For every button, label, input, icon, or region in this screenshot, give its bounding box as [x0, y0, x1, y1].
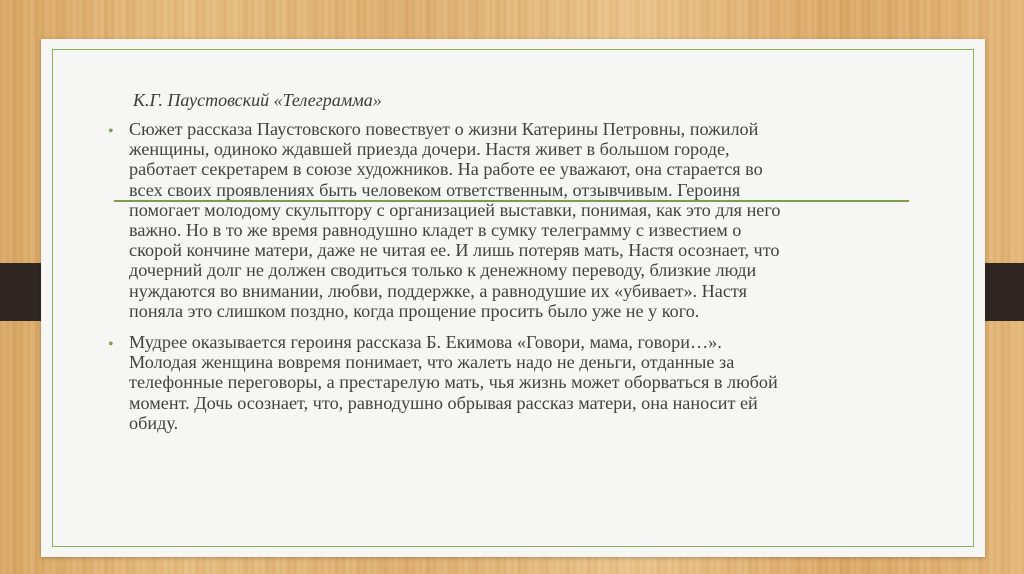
bullet-icon: •: [108, 123, 114, 140]
text-line: важно. Но в то же время равнодушно кладет в сумку телеграмму с известием о: [129, 220, 742, 241]
text-line: поняла это слишком поздно, когда прощение просить было уже не у кого.: [129, 300, 700, 321]
text-line: помогает молодому скульптору с организацией выставки, понимая, как это для него: [129, 199, 781, 220]
text-line: всех своих проявлениях быть человеком ответственным, отзывчивым. Героиня: [129, 179, 741, 200]
paragraph-2: [129, 332, 919, 433]
text-line: работает секретарем в союзе художников. На работе ее уважают, она старается во: [129, 159, 763, 180]
text-line: женщины, одиноко ждавшей приезда дочери. Настя живет в большом городе,: [129, 139, 730, 160]
text-line: Сюжет рассказа Паустовского повествует о жизни Катерины Петровны, пожилой: [129, 119, 759, 139]
text-line: телефонные переговоры, а престарелую мать, чья жизнь может оборваться в любой: [129, 372, 778, 393]
text-line: нуждаются во внимании, любви, поддержке, а равнодушие их «убивает». Настя: [129, 280, 747, 301]
text-line: Молодая женщина вовремя понимает, что жалеть надо не деньги, отданные за: [129, 352, 735, 373]
text-line: дочерний долг не должен сводиться только к денежному переводу, близкие люди: [129, 260, 757, 281]
text-line: Мудрее оказывается героиня рассказа Б. Екимова «Говори, мама, говори…».: [129, 332, 722, 352]
text-line: момент. Дочь осознает, что, равнодушно обрывая рассказ матери, она наносит ей: [129, 392, 758, 413]
paragraph-1: [129, 119, 919, 321]
slide-title: К.Г. Паустовский «Телеграмма»: [133, 90, 382, 110]
text-line: скорой кончине матери, даже не читая ее. И лишь потеряв мать, Настя осознает, что: [129, 240, 780, 261]
text-line: обиду.: [129, 412, 179, 433]
bullet-icon: •: [108, 336, 114, 353]
slide: [41, 39, 985, 557]
